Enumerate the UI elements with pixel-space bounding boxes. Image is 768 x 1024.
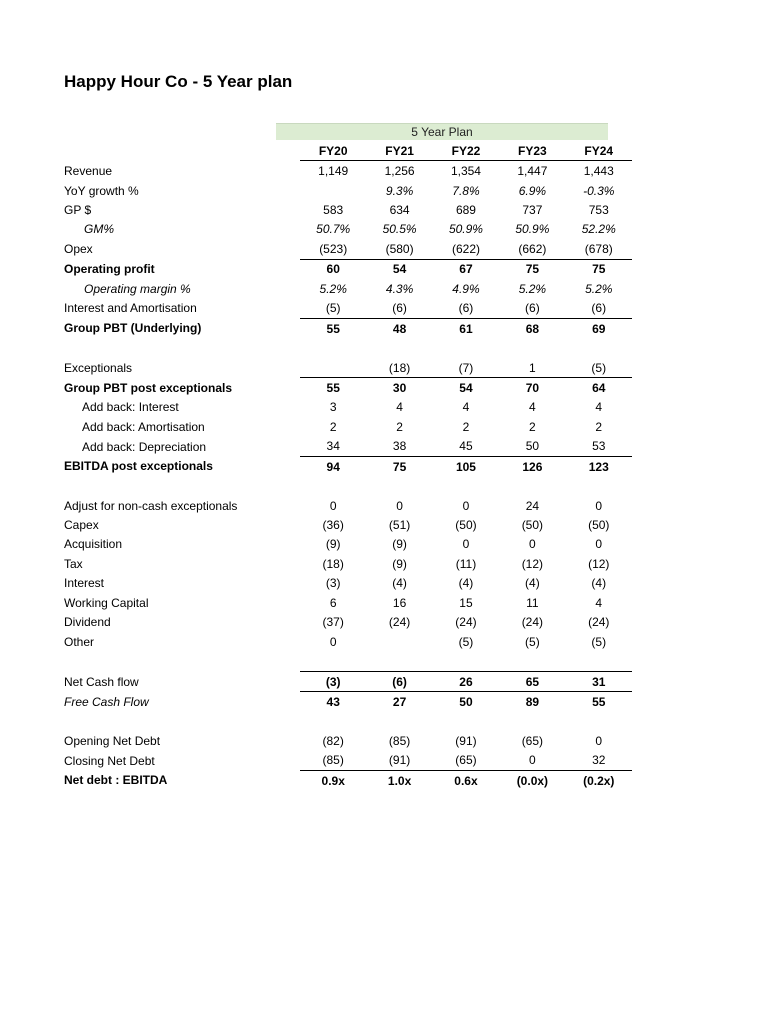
row-working-capital xyxy=(62,593,632,612)
row-label: Adjust for non-cash exceptionals xyxy=(64,498,238,513)
cell-value: 634 xyxy=(389,203,410,218)
cell-value: 2 xyxy=(462,419,470,434)
cell-value: 3 xyxy=(329,400,337,415)
cell-value: (11) xyxy=(455,556,477,571)
row-free-cash-flow xyxy=(62,692,632,712)
year-header: FY21 xyxy=(366,141,432,161)
cell-value: (50) xyxy=(588,518,610,533)
cell-value: (85) xyxy=(322,753,344,768)
cell-value: 583 xyxy=(323,203,344,218)
row-operating-profit xyxy=(62,259,632,279)
cell-value: 1.0x xyxy=(366,771,432,791)
cell-value: 69 xyxy=(566,318,632,338)
cell-value: 0 xyxy=(329,634,337,649)
cell-value: 9.3% xyxy=(385,183,414,198)
cell-value: 2 xyxy=(595,419,603,434)
cell-value: 4 xyxy=(396,400,403,415)
cell-value: 27 xyxy=(392,694,407,709)
cell-value: 94 xyxy=(300,457,366,477)
cell-value: 89 xyxy=(525,694,540,709)
cell-value: (6) xyxy=(525,301,540,316)
cell-value: 0 xyxy=(462,537,470,552)
cell-value: 2 xyxy=(396,419,403,434)
cell-value: (3) xyxy=(325,576,341,591)
year-header: FY20 xyxy=(300,141,366,161)
year-header: FY23 xyxy=(499,141,565,161)
row-label: Add back: Amortisation xyxy=(82,419,205,434)
cell-value: (6) xyxy=(366,671,432,691)
cell-value: 54 xyxy=(366,259,432,279)
cell-value: 0.6x xyxy=(433,771,499,791)
row-add-back-interest xyxy=(62,398,632,417)
cell-value: 4 xyxy=(462,400,470,415)
cell-value: (5) xyxy=(325,301,341,316)
cell-value: 4 xyxy=(595,595,603,610)
cell-value: (9) xyxy=(392,556,407,571)
cell-value: 123 xyxy=(566,457,632,477)
cell-value: 0 xyxy=(595,537,603,552)
cell-value: 65 xyxy=(499,671,565,691)
cell-value xyxy=(300,181,366,200)
cell-value: (6) xyxy=(591,301,607,316)
cell-value: 11 xyxy=(526,595,539,610)
cell-value: 38 xyxy=(392,439,407,454)
row-label: Closing Net Debt xyxy=(64,753,155,768)
row-opening-net-debt xyxy=(62,731,632,750)
cell-value: 1,354 xyxy=(450,164,481,179)
row-label: Operating margin % xyxy=(84,281,191,296)
row-add-back-amortisation xyxy=(62,417,632,436)
cell-value: 54 xyxy=(433,378,499,398)
cell-value: (4) xyxy=(525,576,540,591)
cell-value: 75 xyxy=(499,259,565,279)
row-label: Capex xyxy=(64,518,99,533)
row-label: Tax xyxy=(64,556,83,571)
row-operating-margin xyxy=(62,279,632,298)
cell-value: (37) xyxy=(322,615,344,630)
cell-value: 30 xyxy=(366,378,432,398)
cell-value: 0 xyxy=(529,753,536,768)
year-header: FY22 xyxy=(433,141,499,161)
cell-value: 53 xyxy=(592,439,606,454)
row-group-pbt-underlying xyxy=(62,318,632,338)
row-closing-net-debt xyxy=(62,751,632,771)
cell-value: (65) xyxy=(455,753,477,768)
row-dividend xyxy=(62,613,632,632)
cell-value: (91) xyxy=(388,753,411,768)
cell-value: (50) xyxy=(521,518,544,533)
year-header-row xyxy=(62,141,632,161)
cell-value: (24) xyxy=(388,615,411,630)
cell-value: (12) xyxy=(521,556,544,571)
cell-value: 31 xyxy=(566,671,632,691)
cell-value: (18) xyxy=(388,360,411,375)
cell-value: 50 xyxy=(525,439,540,454)
cell-value: (9) xyxy=(392,537,407,552)
row-yoy-growth xyxy=(62,181,632,200)
cell-value: (678) xyxy=(584,241,613,256)
cell-value: 16 xyxy=(392,595,407,610)
cell-value: 50.5% xyxy=(382,222,417,237)
row-label: Add back: Depreciation xyxy=(82,439,207,454)
cell-value: 15 xyxy=(459,595,473,610)
row-exceptionals xyxy=(62,358,632,378)
cell-value: 1,443 xyxy=(583,164,614,179)
cell-value: 26 xyxy=(433,671,499,691)
cell-value: 689 xyxy=(455,203,476,218)
row-other xyxy=(62,632,632,651)
cell-value: 7.8% xyxy=(452,183,480,198)
cell-value: (91) xyxy=(455,733,477,748)
row-label: Add back: Interest xyxy=(82,400,179,415)
cell-value: (65) xyxy=(521,733,544,748)
row-label: Opex xyxy=(64,242,93,257)
row-label: EBITDA post exceptionals xyxy=(64,459,213,474)
cell-value: (24) xyxy=(588,615,610,630)
cell-value: (50) xyxy=(455,518,477,533)
row-gm xyxy=(62,220,632,239)
row-label: Operating profit xyxy=(64,262,155,277)
row-label: Interest and Amortisation xyxy=(64,301,197,316)
cell-value: 43 xyxy=(326,694,340,709)
row-net-debt-ebitda xyxy=(62,771,632,791)
cell-value: 34 xyxy=(326,439,340,454)
cell-value: 70 xyxy=(499,378,565,398)
cell-value: (5) xyxy=(591,634,607,649)
row-net-cash-flow xyxy=(62,671,632,691)
cell-value: 50 xyxy=(459,694,473,709)
page-title: Happy Hour Co - 5 Year plan xyxy=(64,72,293,91)
cell-value: 45 xyxy=(459,439,473,454)
cell-value: (0.0x) xyxy=(499,771,565,791)
cell-value: (4) xyxy=(591,576,607,591)
cell-value: (6) xyxy=(392,301,407,316)
cell-value: (523) xyxy=(319,241,348,256)
row-label: GP $ xyxy=(64,203,92,218)
cell-value: (12) xyxy=(588,556,610,571)
cell-value: 5.2% xyxy=(319,281,347,296)
spacer-row xyxy=(62,338,632,357)
cell-value: 75 xyxy=(566,259,632,279)
cell-value: 126 xyxy=(499,457,565,477)
row-acquisition xyxy=(62,535,632,554)
cell-value: (18) xyxy=(322,556,344,571)
cell-value: (24) xyxy=(521,615,544,630)
cell-value: 0 xyxy=(462,498,470,513)
cell-value: (82) xyxy=(322,733,344,748)
cell-value: 50.9% xyxy=(448,222,483,237)
row-label: Working Capital xyxy=(64,595,149,610)
cell-value: 1,149 xyxy=(318,164,349,179)
row-label: YoY growth % xyxy=(64,183,139,198)
cell-value: 50.7% xyxy=(316,222,351,237)
cell-value: 0.9x xyxy=(300,771,366,791)
cell-value: 0 xyxy=(595,733,603,748)
cell-value: 2 xyxy=(329,419,337,434)
cell-value: (5) xyxy=(591,360,607,375)
row-label: Exceptionals xyxy=(64,360,133,375)
cell-value: 55 xyxy=(300,318,366,338)
row-adjust-non-cash xyxy=(62,496,632,515)
row-capex xyxy=(62,515,632,534)
cell-value: (7) xyxy=(458,360,474,375)
cell-value: 5.2% xyxy=(585,281,613,296)
row-opex xyxy=(62,239,632,259)
row-group-pbt-post-exceptionals xyxy=(62,378,632,398)
cell-value: 75 xyxy=(366,457,432,477)
cell-value: 0 xyxy=(396,498,403,513)
row-revenue xyxy=(62,161,632,181)
cell-value: (4) xyxy=(392,576,407,591)
cell-value: 4 xyxy=(529,400,536,415)
cell-value: 60 xyxy=(300,259,366,279)
spacer-row xyxy=(62,651,632,671)
row-label: Acquisition xyxy=(64,537,123,552)
cell-value: 68 xyxy=(499,318,565,338)
row-label: Other xyxy=(64,634,95,649)
cell-value xyxy=(366,632,432,651)
cell-value: -0.3% xyxy=(583,183,615,198)
cell-value: 1,447 xyxy=(517,164,548,179)
cell-value: (622) xyxy=(451,241,480,256)
cell-value: (662) xyxy=(518,241,547,256)
row-label: Group PBT post exceptionals xyxy=(64,380,233,395)
cell-value: (4) xyxy=(458,576,474,591)
row-tax xyxy=(62,554,632,573)
cell-value: 753 xyxy=(588,203,609,218)
row-label: GM% xyxy=(84,222,114,237)
cell-value: 48 xyxy=(366,318,432,338)
cell-value: 4.9% xyxy=(452,281,480,296)
cell-value: 0 xyxy=(529,537,536,552)
row-ebitda-post-exceptionals xyxy=(62,457,632,477)
cell-value: 55 xyxy=(592,694,606,709)
cell-value: 32 xyxy=(592,753,606,768)
cell-value: (85) xyxy=(388,733,411,748)
cell-value: 1,256 xyxy=(384,164,415,179)
cell-value: 0 xyxy=(595,498,603,513)
cell-value: 0 xyxy=(329,498,337,513)
row-add-back-depreciation xyxy=(62,437,632,457)
row-label: Opening Net Debt xyxy=(64,733,161,748)
cell-value: 4 xyxy=(595,400,603,415)
cell-value: 61 xyxy=(433,318,499,338)
row-label: Net debt : EBITDA xyxy=(64,773,168,788)
cell-value: 52.2% xyxy=(581,222,616,237)
row-label: Group PBT (Underlying) xyxy=(64,321,202,336)
row-label: Interest xyxy=(64,576,105,591)
cell-value: (51) xyxy=(388,518,411,533)
cell-value: 2 xyxy=(529,419,536,434)
cell-value: (9) xyxy=(325,537,341,552)
row-label: Net Cash flow xyxy=(64,674,139,689)
plan-period-header: 5 Year Plan xyxy=(276,123,608,140)
cell-value: 6 xyxy=(329,595,337,610)
cell-value: (24) xyxy=(455,615,477,630)
spacer-row xyxy=(62,712,632,731)
row-label: Dividend xyxy=(64,615,111,630)
cell-value: (6) xyxy=(458,301,474,316)
cell-value: 55 xyxy=(300,378,366,398)
financial-table xyxy=(62,141,632,790)
row-label: Free Cash Flow xyxy=(64,694,149,709)
cell-value: 64 xyxy=(566,378,632,398)
row-interest-amortisation xyxy=(62,299,632,319)
cell-value: 24 xyxy=(525,498,540,513)
cell-value: 50.9% xyxy=(515,222,550,237)
cell-value: 105 xyxy=(433,457,499,477)
row-gp xyxy=(62,200,632,219)
spacer-row xyxy=(62,476,632,495)
cell-value: 1 xyxy=(529,360,536,375)
cell-value: 737 xyxy=(522,203,543,218)
cell-value: (580) xyxy=(385,241,414,256)
cell-value: (5) xyxy=(525,634,540,649)
cell-value: 5.2% xyxy=(518,281,547,296)
cell-value: (5) xyxy=(458,634,474,649)
cell-value: 6.9% xyxy=(518,183,547,198)
cell-value: 4.3% xyxy=(385,281,414,296)
cell-value: (0.2x) xyxy=(566,771,632,791)
cell-value xyxy=(300,358,366,378)
row-label: Revenue xyxy=(64,163,113,178)
cell-value: (36) xyxy=(322,518,344,533)
cell-value: 67 xyxy=(433,259,499,279)
year-header: FY24 xyxy=(566,141,632,161)
cell-value: (3) xyxy=(300,671,366,691)
row-interest xyxy=(62,574,632,593)
